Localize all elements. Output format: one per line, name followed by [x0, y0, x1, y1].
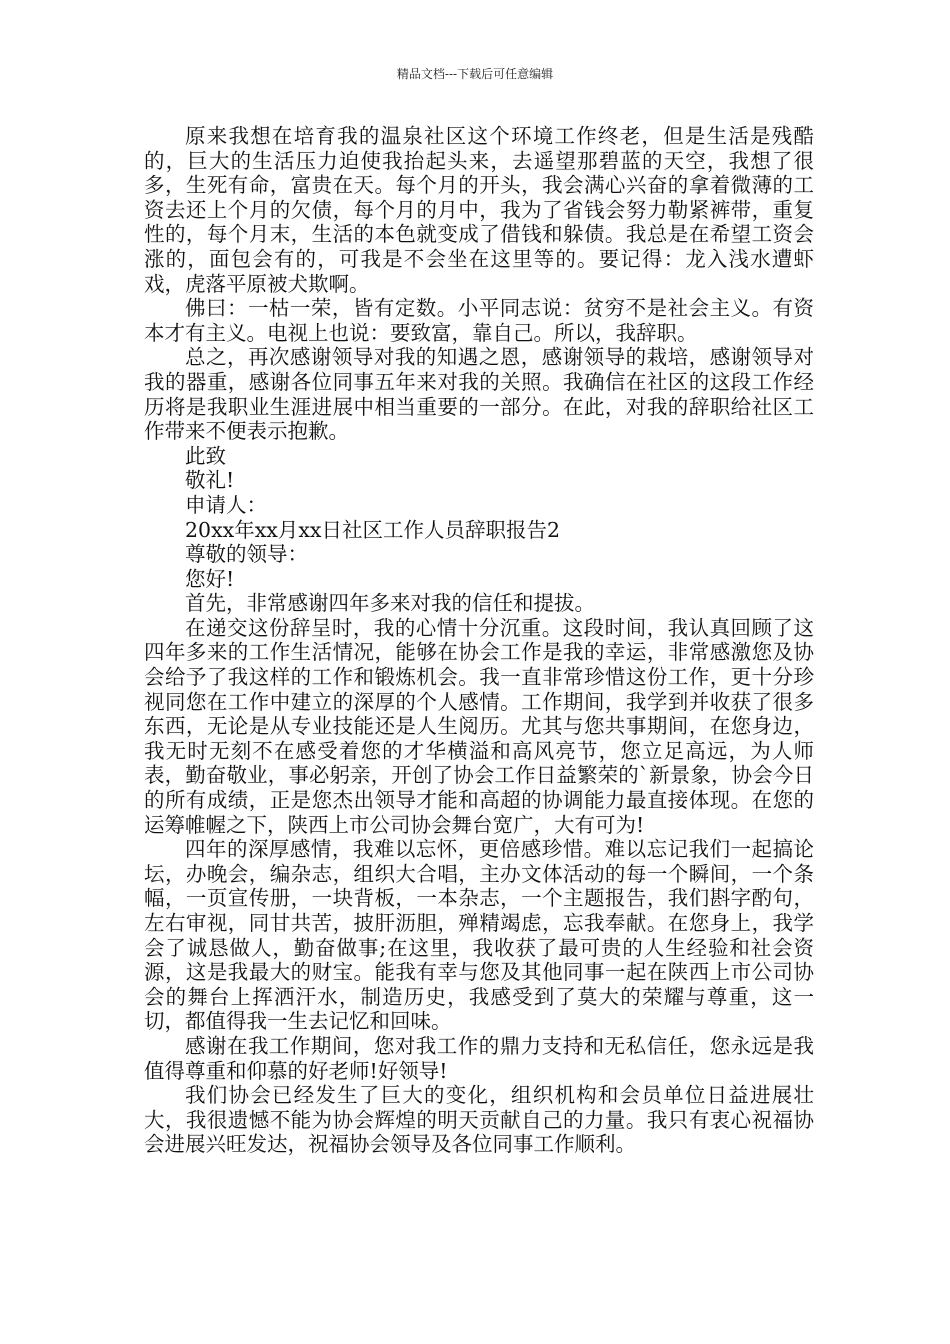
- paragraph-6: 感谢在我工作期间，您对我工作的鼎力支持和无私信任，您永远是我值得尊重和仰慕的好老师!好领导!: [144, 1033, 814, 1083]
- document-body: [144, 124, 814, 1157]
- applicant-label: 申请人：: [185, 492, 267, 517]
- closing-cizhi: 此致: [185, 443, 226, 468]
- salutation: 尊敬的领导：: [185, 542, 308, 567]
- paragraph-2: 佛曰：一枯一荣，皆有定数。小平同志说：贫穷不是社会主义。有资本才有主义。电视上也说：要致富，靠自己。所以，我辞职。: [144, 296, 814, 345]
- paragraph-7: 我们协会已经发生了巨大的变化，组织机构和会员单位日益进展壮大，我很遗憾不能为协会辉煌的明天贡献自己的力量。我只有衷心祝福协会进展兴旺发达，祝福协会领导及各位同事工作顺利。: [144, 1083, 814, 1157]
- opening-thanks: 首先，非常感谢四年多来对我的信任和提拔。: [185, 591, 595, 616]
- paragraph-1: 原来我想在培育我的温泉社区这个环境工作终老，但是生活是残酷的，巨大的生活压力迫使我抬起头来，去遥望那碧蓝的天空，我想了很多，生死有命，富贵在天。每个月的开头，我会满心兴奋的拿着微薄的工资去还上个月的欠债，每个月的月中，我为了省钱会努力勒紧裤带，重复性的，每个月末，生活的本色就变成了借钱和躲债。我总是在希望工资会涨的，面包会有的，可我是不会坐在这里等的。要记得：龙入浅水遭虾戏，虎落平原被犬欺啊。: [144, 124, 814, 296]
- paragraph-3: 总之，再次感谢领导对我的知遇之恩，感谢领导的栽培，感谢领导对我的器重，感谢各位同事五年来对我的关照。我确信在社区的这段工作经历将是我职业生涯进展中相当重要的一部分。在此，对我的辞职给社区工作带来不便表示抱歉。: [144, 345, 814, 444]
- date-and-second-title: 20xx年xx月xx日社区工作人员辞职报告2: [185, 517, 560, 542]
- greeting: 您好!: [185, 566, 235, 591]
- paragraph-4: 在递交这份辞呈时，我的心情十分沉重。这段时间，我认真回顾了这四年多来的工作生活情况，能够在协会工作是我的幸运，非常感激您及协会给予了我这样的工作和锻炼机会。我一直非常珍惜这份工作，更十分珍视同您在工作中建立的深厚的个人感情。工作期间，我学到并收获了很多东西，无论是从专业技能还是人生阅历。尤其与您共事期间，在您身边，我无时无刻不在感受着您的才华横溢和高风亮节，您立足高远，为人师表，勤奋敬业，事必躬亲，开创了协会工作日益繁荣的`新景象，协会今日的所有成绩，正是您杰出领导才能和高超的协调能力最直接体现。在您的运筹帷幄之下，陕西上市公司协会舞台宽广，大有可为!: [144, 615, 814, 837]
- page-header-note: 精品文档---下载后可任意编辑: [396, 67, 554, 81]
- closing-jingli: 敬礼!: [185, 468, 235, 493]
- paragraph-5: 四年的深厚感情，我难以忘怀，更倍感珍惜。难以忘记我们一起搞论坛，办晚会，编杂志，组织大合唱，主办文体活动的每一个瞬间，一个条幅，一页宣传册，一块背板，一本杂志，一个主题报告，我们斟字酌句，左右审视，同甘共苦，披肝沥胆，殚精竭虑，忘我奉献。在您身上，我学会了诚恳做人，勤奋做事;在这里，我收获了最可贵的人生经验和社会资源，这是我最大的财宝。能我有幸与您及其他同事一起在陕西上市公司协会的舞台上挥洒汗水，制造历史，我感受到了莫大的荣耀与尊重，这一切，都值得我一生去记忆和回味。: [144, 837, 814, 1034]
